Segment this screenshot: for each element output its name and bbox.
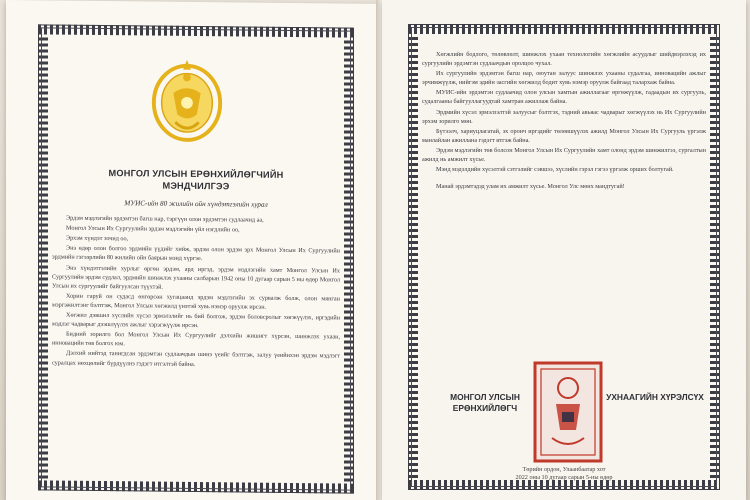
paragraph: Монгол Улсын Их Сургуулийн эрдэм мэдлэгийн үйл нэгдлийн оо,: [66, 224, 240, 234]
paragraph: МУИС-ийн эрдэмтэн судлаачид олон улсын хамтын ажиллагааг өргөжүүлж, гадаадын их сургууль, судалгааны байгууллагуудтай хамтран ажиллаж байна.: [422, 89, 706, 106]
paragraph: Энэ хүндэтгэлийн хурлыг өргөн эрдэм, ард иргэд, эрдэм мэдлэгийн хамт Монгол Улсын Их Сургуулийн эрдэм судлал, эрдмийн шинжлэх ухааны салбарын 1942 оны 10 дугаар сарын 5 ны өдөр Монгол Улсын их сургуулийг байгуулсан түүхтэй.: [52, 264, 340, 291]
paragraph: Их сургуулийн эрдэмтэн багш нар, оюутан залуус шинжлэх ухааны судалгаа, инновацийн ажлыг эрчимжүүлж, нийгэм эдийн засгийн хөгжилд бодит хувь нэмэр оруулж байгаад талархаж байна.: [422, 70, 706, 87]
right-page-text: [422, 50, 706, 192]
right-paragraphs: [422, 50, 706, 174]
paragraph: Бидний зорилго бол Монгол Улсын Их Сургуулийг дэлхийн жишигт хүрсэн, шинжлэх ухаан, инновацийн төв болгох юм.: [52, 330, 340, 348]
place-date: Төрийн ордон, Улаанбаатар хот 2022 оны 10 дугаар сарын 5-ны өдөр: [515, 466, 613, 481]
left-paragraphs: [52, 214, 340, 371]
paragraph: Эрдэм мэдлэгийн эрдэмтэн багш нар, тэргүүн олон эрдэмтэн судлаачид аа,: [66, 214, 264, 224]
paragraph: Хорин гаруй он судасд өнгөрсөн хугацаанд эрдэм мэдлэгийн эх сурвалж болж, олон мянган мэргэжилтэнг бэлтгэж, Монгол Улсын хөгжилд үнэтэй хувь нэмэр оруулж ирсэн.: [52, 292, 340, 311]
closing-line: Манай эрдэмтэдэд улам их амжилт хүсье. Монгол Улс мөнх мандтугай!: [436, 183, 625, 191]
letter-subtitle: МУИС-ийн 80 жилийн ойн хүндэтгэлийн хурал: [124, 199, 268, 209]
left-page: [6, 0, 378, 500]
paragraph: Энэ өдөр олон болгоо эрдмийн үүдийг хийж, эрдэм олон эрдэм эрх Монгол Улсын Их Сургуулийн эрдмийн гэгээрлийн 80 жилийн ойн баярын мэнд хүргэе.: [52, 245, 340, 263]
paragraph: Хөгжлийн бодлого, төлөвлөлт, шинжлэх ухаан технологийн хөгжлийн асуудлыг шийдвэрлэхэд их сургуулийн эрдэмтэн судлаачдын оролцоо чухал.: [422, 51, 706, 68]
right-page: [382, 0, 746, 500]
paragraph: Эрдэм мэдлэгийн төв болсон Монгол Улсын Их Сургуулийн хамт олонд эрдэм шинжилгээ, сургалтын ажилд нь амжилт хүсье.: [422, 146, 706, 164]
official-seal-icon: [532, 360, 604, 464]
signature-name: УХНААГИЙН ХҮРЭЛСҮХ: [606, 392, 704, 402]
paragraph: Эрдмийн хүсэл эрмэлзэлтэй залуусыг бэлтгэх, тэдний авьяас чадварыг хөгжүүлэх нь Их Сургуулийн эрхэм зорилго мөн.: [422, 108, 706, 125]
paragraph: Хөгжил дэвшил хүслийн хүсэл эрмэлзлийг нь бий болгож, эрдэм боловсролыг хөгжүүлэх, иргэдийн мэдлэг чадварыг дээшлүүлэх ажлыг хэрэгжүүлж ирсэн.: [52, 311, 340, 330]
paragraph: Бүтээлч, хариуцлагатай, эх оронч иргэдийг төлөвшүүлэх ажилд Монгол Улсын Их Сургууль үргэлж манлайлан ажиллана гэдэгт итгэж байна.: [422, 127, 706, 144]
paragraph: Мэнд мэдэлдийн хүсэлтэй сэтгэлийг сэвшээ, хүслийн гэрэл гэгээ үргэлж орших болтугай.: [436, 166, 674, 174]
paragraph: Дэлхий нийтэд танигдсан эрдэмтэн судлаачдын шинэ үеийг бэлтгэж, залуу үеийнхэн эрдэм мэдлэгт суралцах нөхцөлийг бүрдүүлнэ гэдэгт итгэлтэй байна.: [52, 350, 340, 368]
left-page-text: [52, 70, 340, 371]
signature-title: МОНГОЛ УЛСЫН ЕРӨНХИЙЛӨГЧ: [450, 392, 520, 413]
letter-heading: МОНГОЛ УЛСЫН ЕРӨНХИЙЛӨГЧИЙН МЭНДЧИЛГЭЭ: [108, 168, 284, 192]
paragraph: Эрхэм хүндэт зочид оо,: [66, 234, 129, 243]
